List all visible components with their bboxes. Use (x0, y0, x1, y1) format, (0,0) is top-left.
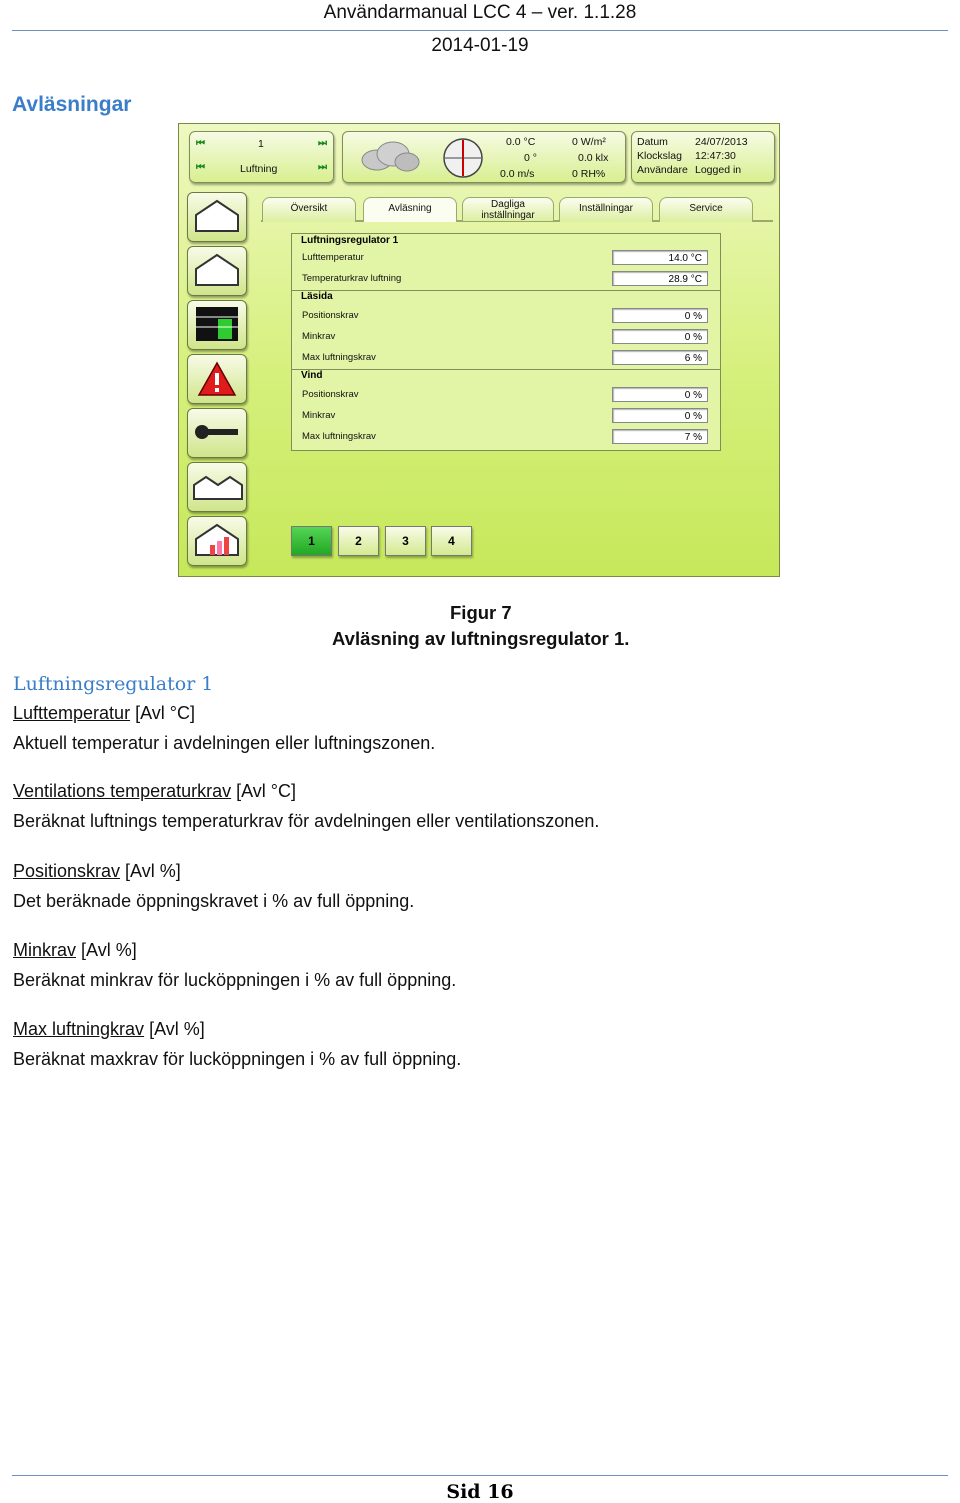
klockslag-label: Klockslag (637, 150, 682, 162)
greenhouse-graph-icon (188, 517, 246, 565)
vind-title: Vind (301, 370, 323, 381)
prev-second-icon[interactable]: ⏮ (196, 162, 205, 173)
row-lasida-max: Max luftningskrav (302, 352, 376, 363)
table-chart-icon (188, 301, 246, 349)
desc-max-luftningkrav: Beräknat maxkrav för lucköppningen i % av full öppning. (13, 1049, 462, 1069)
value-vind-minkrav: 0 % (612, 408, 708, 423)
wrench-icon (188, 409, 246, 457)
cloud-icon (357, 138, 423, 176)
anvandare-value: Logged in (695, 164, 742, 176)
next-first-icon[interactable]: ⏭ (318, 138, 327, 149)
side-zones-button[interactable] (187, 462, 247, 512)
figure-caption: Avläsning av luftningsregulator 1. (332, 628, 630, 649)
document-title: Användarmanual LCC 4 – ver. 1.1.28 (323, 2, 637, 23)
value-vind-max: 7 % (612, 429, 708, 444)
klockslag-value: 12:47:30 (695, 150, 736, 162)
value-lasida-positionskrav: 0 % (612, 308, 708, 323)
row-vind-minkrav: Minkrav (302, 410, 336, 421)
page-button-1[interactable]: 1 (291, 526, 332, 556)
page-button-2[interactable]: 2 (338, 526, 379, 556)
unit-lufttemperatur: [Avl °C] (130, 703, 195, 723)
term-minkrav: Minkrav (13, 940, 77, 960)
section-number: 1 (258, 138, 264, 150)
radiation: 0 W/m² (572, 136, 606, 148)
tab-dagliga-label: Dagliga inställningar (481, 199, 535, 221)
row-lufttemperatur: Lufttemperatur (302, 252, 364, 263)
row-lasida-minkrav: Minkrav (302, 331, 336, 342)
lasida-title: Läsida (301, 291, 333, 302)
section-name: Luftning (240, 163, 278, 175)
side-graph-button[interactable] (187, 516, 247, 566)
tab-avlasning[interactable]: Avläsning (363, 197, 457, 222)
datum-label: Datum (637, 136, 668, 148)
item-lufttemperatur (13, 702, 435, 754)
section-title: Avläsningar (12, 93, 132, 116)
value-temperaturkrav: 28.9 °C (612, 271, 708, 286)
desc-lufttemperatur: Aktuell temperatur i avdelningen eller luftningszonen. (13, 733, 436, 753)
unit-minkrav: [Avl %] (76, 940, 137, 960)
row-temperaturkrav: Temperaturkrav luftning (302, 273, 402, 284)
unit-ventilations-temperaturkrav: [Avl °C] (231, 781, 296, 801)
outdoor-temp: 0.0 °C (506, 136, 536, 148)
side-service-button[interactable] (187, 408, 247, 458)
tab-service[interactable]: Service (659, 197, 753, 222)
humidity: 0 RH% (572, 168, 606, 180)
tab-dagliga-installningar[interactable] (462, 197, 554, 221)
term-max-luftningkrav: Max luftningkrav (13, 1019, 145, 1039)
row-lasida-positionskrav: Positionskrav (302, 310, 359, 321)
weather-panel (342, 131, 626, 183)
term-lufttemperatur: Lufttemperatur (13, 703, 131, 723)
document-date: 2014-01-19 (431, 35, 529, 56)
greenhouse-icon (188, 193, 246, 241)
light-level: 0.0 klx (578, 152, 609, 164)
item-ventilations-temperaturkrav (13, 780, 599, 832)
unit-max-luftningkrav: [Avl %] (144, 1019, 205, 1039)
footer-divider (12, 1475, 948, 1476)
value-lasida-max: 6 % (612, 350, 708, 365)
next-second-icon[interactable]: ⏭ (318, 162, 327, 173)
value-lufttemperatur: 14.0 °C (612, 250, 708, 265)
page-button-3[interactable]: 3 (385, 526, 426, 556)
row-vind-positionskrav: Positionskrav (302, 389, 359, 400)
side-table-button[interactable] (187, 300, 247, 350)
wind-speed: 0.0 m/s (500, 168, 535, 180)
body-heading: Luftningsregulator 1 (13, 673, 214, 695)
greenhouse-zones-icon (188, 463, 246, 511)
wind-direction: 0 ° (524, 152, 537, 164)
item-minkrav (13, 939, 456, 991)
section-selector (189, 131, 334, 183)
lcc-screenshot (178, 123, 780, 577)
unit-positionskrav: [Avl %] (120, 861, 181, 881)
regulator-title: Luftningsregulator 1 (301, 235, 399, 246)
page-number: Sid 16 (446, 1481, 514, 1503)
side-alarm-button[interactable] (187, 354, 247, 404)
term-positionskrav: Positionskrav (13, 861, 121, 881)
desc-minkrav: Beräknat minkrav för lucköppningen i % av full öppning. (13, 970, 457, 990)
compass-icon (441, 136, 485, 180)
header-divider (12, 30, 948, 31)
page-button-4[interactable]: 4 (431, 526, 472, 556)
figure-number: Figur 7 (450, 602, 512, 623)
side-greenhouse-button[interactable] (187, 192, 247, 242)
desc-positionskrav: Det beräknade öppningskravet i % av full öppning. (13, 891, 415, 911)
row-vind-max: Max luftningskrav (302, 431, 376, 442)
term-ventilations-temperaturkrav: Ventilations temperaturkrav (13, 781, 232, 801)
datum-value: 24/07/2013 (695, 136, 748, 148)
desc-ventilations-temperaturkrav: Beräknat luftnings temperaturkrav för avdelningen eller ventilationszonen. (13, 811, 600, 831)
readout-table (291, 233, 721, 451)
anvandare-label: Användare (637, 164, 688, 176)
item-positionskrav (13, 860, 414, 912)
tab-oversikt[interactable]: Översikt (262, 197, 356, 222)
value-vind-positionskrav: 0 % (612, 387, 708, 402)
value-lasida-minkrav: 0 % (612, 329, 708, 344)
greenhouse-open-icon (188, 247, 246, 295)
tab-installningar[interactable]: Inställningar (559, 197, 653, 222)
warning-icon (188, 355, 246, 403)
prev-first-icon[interactable]: ⏮ (196, 138, 205, 149)
info-panel (631, 131, 775, 183)
item-max-luftningkrav (13, 1018, 461, 1070)
side-greenhouse-2-button[interactable] (187, 246, 247, 296)
